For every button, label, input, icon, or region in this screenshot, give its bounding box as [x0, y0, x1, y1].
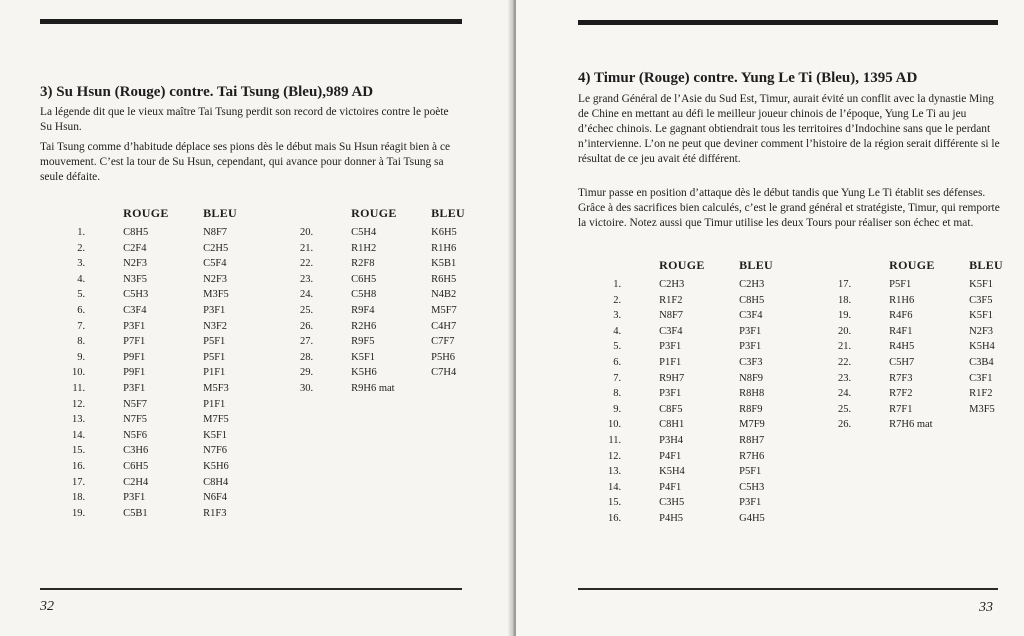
rouge-move: K5F1	[351, 351, 376, 363]
rouge-move: R4F1	[889, 325, 913, 337]
bleu-move: P3F1	[739, 325, 762, 337]
move-row	[300, 225, 491, 241]
bottom-rule	[578, 588, 998, 590]
move-number: 27.	[300, 336, 314, 348]
move-row	[72, 319, 273, 335]
bleu-move: N2F3	[203, 273, 228, 285]
rouge-move: R7H6 mat	[889, 419, 933, 431]
bleu-move: N2F3	[969, 325, 994, 337]
bleu-move: C3F5	[969, 294, 993, 306]
move-row	[72, 272, 273, 288]
move-number: 11.	[608, 434, 622, 446]
bleu-move: C5F4	[203, 258, 227, 270]
top-rule	[578, 20, 998, 25]
move-row	[608, 386, 809, 402]
rouge-move: K5H4	[659, 466, 685, 478]
bleu-move: R1F2	[969, 388, 993, 400]
rouge-move: C5B1	[123, 507, 148, 519]
move-number: 26.	[300, 320, 314, 332]
move-number: 15.	[72, 445, 86, 457]
move-number: 14.	[72, 429, 86, 441]
rouge-move: C3F4	[659, 325, 683, 337]
bleu-move: C2H5	[203, 242, 229, 254]
rouge-move: P1F1	[659, 356, 682, 368]
bleu-move: P1F1	[203, 367, 226, 379]
move-number: 1.	[77, 227, 86, 238]
bleu-header: BLEU	[739, 258, 774, 272]
bleu-move: K5F1	[969, 310, 994, 322]
rouge-move: N5F6	[123, 429, 148, 441]
move-row	[72, 381, 273, 397]
move-number: 2.	[613, 294, 622, 306]
rouge-move: K5H6	[351, 367, 377, 379]
move-number: 12.	[608, 450, 622, 462]
move-row	[608, 449, 809, 465]
bleu-move: P3F1	[739, 341, 762, 353]
rouge-move: R9F5	[351, 336, 375, 348]
rouge-move: P9F1	[123, 367, 146, 379]
move-row	[608, 433, 809, 449]
rouge-move: P3F1	[123, 320, 146, 332]
move-row	[72, 365, 273, 381]
move-number: 20.	[838, 325, 852, 337]
move-number: 24.	[838, 388, 852, 400]
rouge-move: P9F1	[123, 351, 146, 363]
move-number: 16.	[608, 512, 622, 524]
move-number: 6.	[77, 304, 86, 316]
moves-table	[608, 258, 809, 527]
bleu-move: P5F1	[203, 336, 226, 348]
intro-paragraph: La légende dit que le vieux maître Tai Tsung perdit son record de victoires contre le poète Su Hsun.	[40, 106, 449, 133]
bleu-move: K5F1	[969, 279, 994, 290]
bleu-move: K6H5	[431, 227, 457, 238]
move-number: 13.	[608, 466, 622, 478]
rouge-move: C8H1	[659, 419, 685, 431]
top-rule	[40, 19, 462, 24]
bleu-move: N7F6	[203, 445, 228, 457]
rouge-move: C5H7	[889, 356, 915, 368]
move-row	[72, 256, 273, 272]
move-row	[608, 308, 809, 324]
rouge-move: C2F4	[123, 242, 147, 254]
move-row	[72, 459, 273, 475]
move-number: 9.	[613, 403, 622, 415]
rouge-move: P7F1	[123, 336, 146, 348]
move-row	[300, 303, 491, 319]
bleu-move: K5H6	[203, 460, 229, 472]
bleu-move: C8H5	[739, 294, 765, 306]
move-row	[838, 386, 1019, 402]
rouge-move: R9F4	[351, 304, 375, 316]
intro-paragraph: Tai Tsung comme d’habitude déplace ses pions dès le début mais Su Hsun réagit bien à ce mouvement. C’est la tour de Su Hsun, cependant, qui avance pour donner à Tai Tsung sa seule défaite.	[40, 141, 451, 183]
bleu-move: R7H6	[739, 450, 765, 462]
moves-table	[72, 206, 273, 521]
bleu-move: R1F3	[203, 507, 227, 519]
move-row	[300, 365, 491, 381]
move-row	[608, 480, 809, 496]
bleu-move: P5H6	[431, 351, 456, 363]
bleu-move: N8F7	[203, 227, 228, 238]
bleu-move: N4B2	[431, 289, 457, 301]
move-number: 21.	[838, 341, 852, 353]
moves-table	[838, 258, 1019, 433]
move-row	[72, 241, 273, 257]
bleu-move: M3F5	[969, 403, 995, 415]
bleu-move: C4H7	[431, 320, 457, 332]
rouge-move: R7F1	[889, 403, 913, 415]
rouge-move: C6H5	[123, 460, 149, 472]
rouge-header: ROUGE	[659, 258, 705, 272]
move-number: 29.	[300, 367, 314, 379]
move-number: 4.	[613, 325, 622, 337]
move-number: 19.	[838, 310, 852, 322]
move-number: 8.	[613, 388, 622, 400]
move-row	[72, 287, 273, 303]
move-row	[72, 475, 273, 491]
bleu-move: R6H5	[431, 273, 457, 285]
rouge-move: N8F7	[659, 310, 684, 322]
bleu-move: C3F1	[969, 372, 993, 384]
move-number: 3.	[77, 258, 86, 270]
bleu-move: C7H4	[431, 367, 457, 379]
page-number: 33	[979, 600, 993, 615]
bleu-move: P3F1	[203, 304, 226, 316]
move-row	[608, 495, 809, 511]
move-row	[838, 417, 1019, 433]
move-row	[300, 319, 491, 335]
bleu-header: BLEU	[431, 206, 466, 220]
move-row	[300, 241, 491, 257]
bleu-move: K5F1	[203, 429, 228, 441]
move-row	[838, 293, 1019, 309]
bleu-move	[431, 381, 491, 397]
rouge-move: C2H3	[659, 279, 685, 290]
bleu-move: M5F3	[203, 382, 229, 394]
rouge-move: C3H5	[659, 497, 685, 509]
bleu-move: G4H5	[739, 512, 765, 524]
rouge-move: P3F1	[659, 341, 682, 353]
move-number: 18.	[838, 294, 852, 306]
bleu-move: M7F9	[739, 419, 765, 431]
move-number: 18.	[72, 492, 86, 504]
rouge-move: R4H5	[889, 341, 915, 353]
bleu-move: P5F1	[203, 351, 226, 363]
rouge-move: C5H3	[123, 289, 149, 301]
bleu-move: R8H8	[739, 388, 765, 400]
move-row	[300, 256, 491, 272]
move-number: 15.	[608, 497, 622, 509]
moves-table	[300, 206, 491, 397]
move-row	[72, 412, 273, 428]
bleu-move: P3F1	[739, 497, 762, 509]
move-number: 23.	[838, 372, 852, 384]
move-number: 24.	[300, 289, 314, 301]
bottom-rule	[40, 588, 462, 590]
rouge-move: R1F2	[659, 294, 683, 306]
move-row	[300, 334, 491, 350]
move-number: 22.	[300, 258, 314, 270]
move-row	[838, 308, 1019, 324]
move-row	[838, 355, 1019, 371]
move-row	[838, 277, 1019, 293]
move-row	[838, 371, 1019, 387]
move-row	[608, 511, 809, 527]
bleu-move: R8F9	[739, 403, 763, 415]
move-number: 19.	[72, 507, 86, 519]
move-row	[72, 428, 273, 444]
bleu-header: BLEU	[969, 258, 1004, 272]
move-number: 23.	[300, 273, 314, 285]
rouge-move: N2F3	[123, 258, 148, 270]
move-row	[608, 277, 809, 293]
move-number: 10.	[72, 367, 86, 379]
move-number: 6.	[613, 356, 622, 368]
rouge-move: N7F5	[123, 414, 148, 426]
bleu-move: R1H6	[431, 242, 457, 254]
rouge-move: C5H4	[351, 227, 377, 238]
rouge-move: P3F1	[123, 492, 146, 504]
move-row	[300, 272, 491, 288]
bleu-move: C3F3	[739, 356, 763, 368]
move-number: 7.	[77, 320, 86, 332]
bleu-move	[969, 417, 1019, 433]
move-row	[72, 490, 273, 506]
move-number: 3.	[613, 310, 622, 322]
move-number: 1.	[613, 279, 622, 290]
rouge-move: C8F5	[659, 403, 683, 415]
move-number: 20.	[300, 227, 314, 238]
rouge-move: P3F1	[123, 382, 146, 394]
move-number: 8.	[77, 336, 86, 348]
move-number: 30.	[300, 382, 314, 394]
rouge-move: P4F1	[659, 450, 682, 462]
rouge-move: R2H6	[351, 320, 377, 332]
move-row	[72, 397, 273, 413]
move-row	[72, 506, 273, 522]
bleu-move: P1F1	[203, 398, 226, 410]
rouge-move: P5F1	[889, 279, 912, 290]
rouge-move: R7F2	[889, 388, 913, 400]
move-number: 14.	[608, 481, 622, 493]
rouge-move: C3F4	[123, 304, 147, 316]
move-number: 13.	[72, 414, 86, 426]
bleu-move: C8H4	[203, 476, 229, 488]
rouge-header: ROUGE	[351, 206, 397, 220]
move-number: 2.	[77, 242, 86, 254]
rouge-move: P3F1	[659, 388, 682, 400]
bleu-move: C3F4	[739, 310, 763, 322]
rouge-move: R1H2	[351, 242, 377, 254]
move-row	[300, 350, 491, 366]
move-row	[608, 464, 809, 480]
move-row	[72, 334, 273, 350]
move-row	[838, 402, 1019, 418]
move-row	[72, 225, 273, 241]
move-number: 25.	[300, 304, 314, 316]
move-row	[608, 417, 809, 433]
bleu-move: C5H3	[739, 481, 765, 493]
move-row	[72, 443, 273, 459]
bleu-move: N3F2	[203, 320, 228, 332]
bleu-move: N8F9	[739, 372, 764, 384]
rouge-move: R2F8	[351, 258, 375, 270]
rouge-move: C8H5	[123, 227, 149, 238]
rouge-move: C6H5	[351, 273, 377, 285]
bleu-move: M5F7	[431, 304, 457, 316]
move-row	[608, 402, 809, 418]
move-number: 21.	[300, 242, 314, 254]
rouge-move: P4H5	[659, 512, 684, 524]
move-row	[300, 381, 491, 397]
bleu-move: M7F5	[203, 414, 229, 426]
bleu-move: P5F1	[739, 466, 762, 478]
move-number: 11.	[72, 382, 86, 394]
rouge-move: N3F5	[123, 273, 148, 285]
rouge-move: R7F3	[889, 372, 913, 384]
move-row	[608, 355, 809, 371]
game-title: 4) Timur (Rouge) contre. Yung Le Ti (Bleu), 1395 AD	[578, 70, 918, 86]
move-number: 26.	[838, 419, 852, 431]
rouge-move: N5F7	[123, 398, 148, 410]
move-row	[72, 303, 273, 319]
move-row	[838, 339, 1019, 355]
rouge-move: P4F1	[659, 481, 682, 493]
move-row	[300, 287, 491, 303]
move-row	[608, 293, 809, 309]
rouge-move: R9H7	[659, 372, 685, 384]
bleu-move: C7F7	[431, 336, 455, 348]
rouge-move: R9H6 mat	[351, 382, 395, 394]
bleu-move: N6F4	[203, 492, 228, 504]
bleu-move: R8H7	[739, 434, 765, 446]
rouge-move: C5H8	[351, 289, 377, 301]
intro-paragraph: Timur passe en position d’attaque dès le début tandis que Yung Le Ti établit ses défenses. Grâce à des sacrifices bien calculés, c’est le grand général et stratégiste, Timur, qui remporte la victoire. Notez aussi que Timur utilise les deux Tours pour réaliser son échec et mat.	[578, 187, 1000, 229]
move-number: 5.	[77, 289, 86, 301]
move-row	[608, 371, 809, 387]
rouge-move: R4F6	[889, 310, 913, 322]
rouge-move: P3H4	[659, 434, 684, 446]
move-row	[608, 339, 809, 355]
move-row	[608, 324, 809, 340]
move-number: 28.	[300, 351, 314, 363]
page-number: 32	[40, 599, 54, 614]
rouge-move: C3H6	[123, 445, 149, 457]
right-page	[516, 0, 1024, 636]
move-row	[72, 350, 273, 366]
rouge-move: C2H4	[123, 476, 149, 488]
game-title: 3) Su Hsun (Rouge) contre. Tai Tsung (Bleu),989 AD	[40, 84, 374, 100]
intro-paragraph: Le grand Général de l’Asie du Sud Est, Timur, aurait évité un conflit avec la dynastie Ming de Chine en mettant au défi le meilleur joueur chinois de l’époque, Yung Le Ti au jeu d’échec chinois. Le gagnant obtiendrait tous les territoires d’Indochine sans que le perdant n’intervienne. L’on ne peut que deviner comment l’histoire de la région serait différente si le résultat de ce jeu avait été différent.	[578, 93, 1000, 165]
move-number: 9.	[77, 351, 86, 363]
move-number: 4.	[77, 273, 86, 285]
move-number: 17.	[838, 279, 852, 290]
rouge-header: ROUGE	[889, 258, 935, 272]
move-number: 7.	[613, 372, 622, 384]
rouge-move: R1H6	[889, 294, 915, 306]
bleu-header: BLEU	[203, 206, 238, 220]
move-row	[838, 324, 1019, 340]
move-number: 17.	[72, 476, 86, 488]
move-number: 16.	[72, 460, 86, 472]
bleu-move: K5B1	[431, 258, 457, 270]
move-number: 22.	[838, 356, 852, 368]
move-number: 12.	[72, 398, 86, 410]
move-number: 25.	[838, 403, 852, 415]
bleu-move: C3B4	[969, 356, 994, 368]
move-number: 10.	[608, 419, 622, 431]
bleu-move: C2H3	[739, 279, 765, 290]
bleu-move: M3F5	[203, 289, 229, 301]
bleu-move: K5H4	[969, 341, 995, 353]
move-number: 5.	[613, 341, 622, 353]
rouge-header: ROUGE	[123, 206, 169, 220]
